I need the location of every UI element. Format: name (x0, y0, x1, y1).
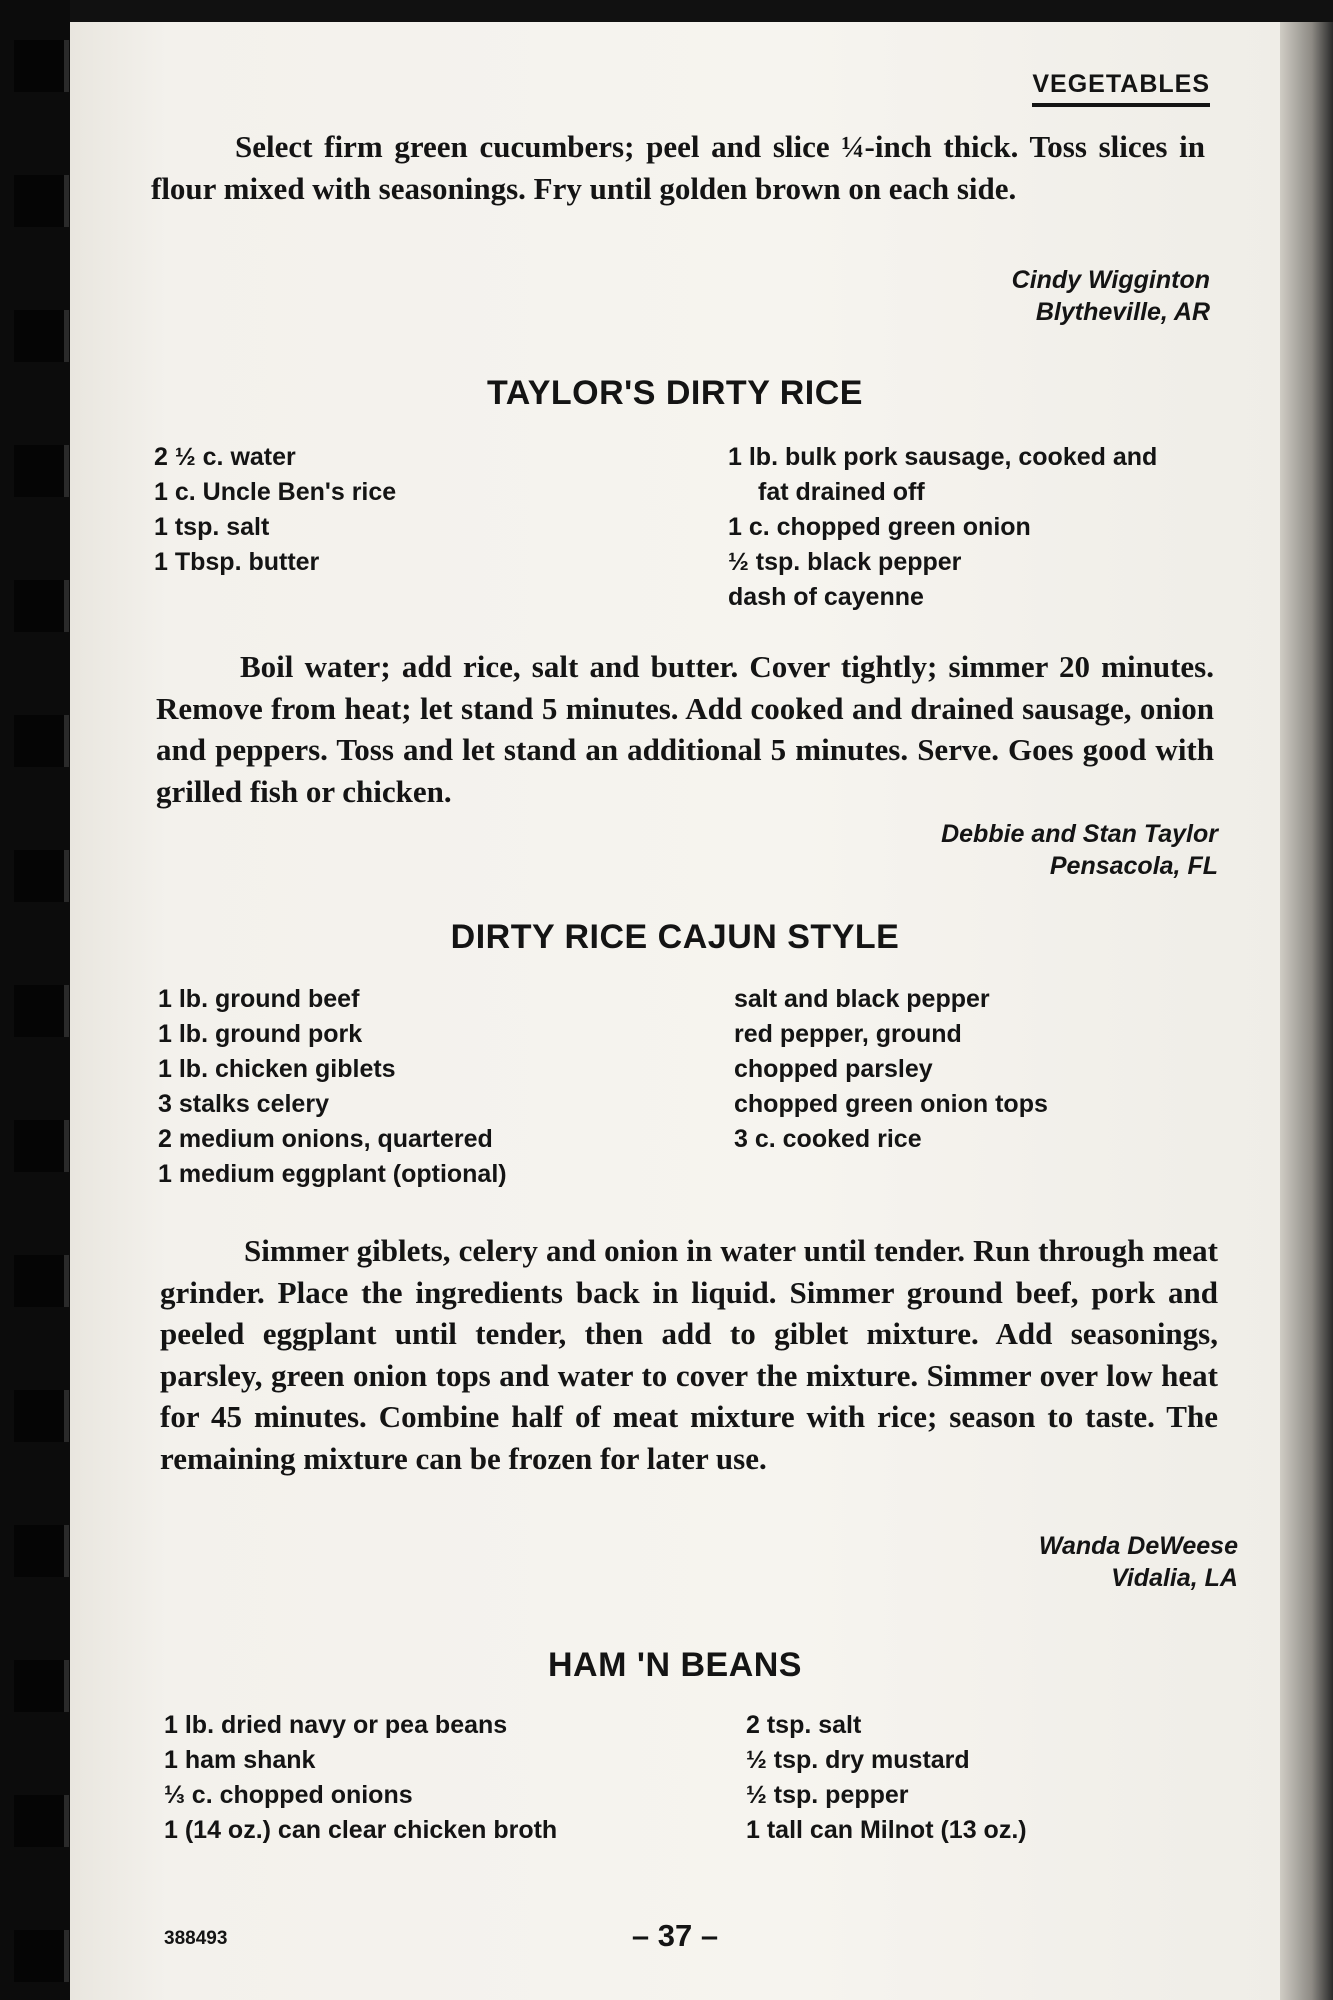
section-header: VEGETABLES (1032, 70, 1210, 107)
binding-ring (14, 1930, 69, 1982)
intro-paragraph: Select firm green cucumbers; peel and slice ¼-inch thick. Toss slices in flour mixed with seasonings. Fry until golden brown on each side. (151, 129, 1205, 206)
ingredients-left (158, 982, 507, 1192)
binding-ring (14, 850, 69, 902)
recipe-credit (941, 818, 1218, 882)
binding-ring (14, 1120, 69, 1172)
ingredient: 1 tall can Milnot (13 oz.) (746, 1816, 1027, 1844)
recipe-title: HAM 'N BEANS (548, 1646, 802, 1684)
ingredient: ½ tsp. dry mustard (746, 1746, 970, 1774)
ingredient: ½ tsp. black pepper (728, 548, 962, 576)
recipe-title: TAYLOR'S DIRTY RICE (487, 374, 863, 412)
ingredient: 2 ½ c. water (154, 443, 296, 471)
credit-name: Cindy Wigginton (1011, 266, 1210, 294)
ingredient: 1 medium eggplant (optional) (158, 1160, 507, 1188)
ingredient: fat drained off (758, 478, 925, 506)
ingredient: 1 lb. bulk pork sausage, cooked and (728, 443, 1158, 471)
intro-credit (1012, 264, 1210, 328)
ingredients-right (746, 1708, 1027, 1848)
ingredient: dash of cayenne (728, 583, 924, 611)
binding-ring (14, 1255, 69, 1307)
ingredient: 1 lb. dried navy or pea beans (164, 1711, 508, 1739)
binding-ring (14, 445, 69, 497)
ingredient: 1 (14 oz.) can clear chicken broth (164, 1816, 558, 1844)
recipe-credit (1039, 1530, 1238, 1594)
cookbook-page (70, 22, 1280, 2000)
credit-name: Wanda DeWeese (1038, 1532, 1238, 1560)
ingredient: chopped parsley (734, 1055, 933, 1083)
binding-ring (14, 175, 69, 227)
credit-place: Vidalia, LA (1111, 1564, 1238, 1592)
ingredient: 2 medium onions, quartered (158, 1125, 493, 1153)
binding-ring (14, 1525, 69, 1577)
ingredients-right (734, 982, 1048, 1157)
page-number: – 37 – (631, 1918, 719, 1953)
ingredient: salt and black pepper (734, 985, 990, 1013)
ingredients-right (728, 440, 1157, 615)
ingredient: chopped green onion tops (734, 1090, 1048, 1118)
ingredient: 1 lb. chicken giblets (158, 1055, 396, 1083)
ingredient: 2 tsp. salt (746, 1711, 862, 1739)
binding-ring (14, 1390, 69, 1442)
ingredient: 1 tsp. salt (154, 513, 270, 541)
ingredient: 1 lb. ground beef (158, 985, 360, 1013)
binding-ring (14, 985, 69, 1037)
recipe-directions: Boil water; add rice, salt and butter. Cover tightly; simmer 20 minutes. Remove from heat; let stand 5 minutes. Add cooked and drained sausage, onion and peppers. Toss and let stand an additional 5 minutes. Serve. Goes good with grilled fish or chicken. (156, 649, 1214, 809)
binding-ring (14, 1660, 69, 1712)
recipe-directions: Simmer giblets, celery and onion in water until tender. Run through meat grinder. Place the ingredients back in liquid. Simmer ground beef, pork and peeled eggplant until tender, then add to giblet mixture. Add seasonings, parsley, green onion tops and water to cover the mixture. Simmer over low heat for 45 minutes. Combine half of meat mixture with rice; season to taste. The remaining mixture can be frozen for later use. (160, 1233, 1218, 1476)
page-edge (1280, 22, 1333, 2000)
ingredient: 1 c. Uncle Ben's rice (154, 478, 397, 506)
ingredient: 3 c. cooked rice (734, 1125, 922, 1153)
ingredient: ⅓ c. chopped onions (164, 1781, 413, 1809)
ingredient: ½ tsp. pepper (746, 1781, 909, 1809)
credit-place: Pensacola, FL (1049, 852, 1218, 880)
binding-ring (14, 1795, 69, 1847)
ingredient: 1 lb. ground pork (158, 1020, 363, 1048)
ingredients-left (164, 1708, 557, 1848)
spiral-binding (0, 0, 70, 2000)
ingredient: 3 stalks celery (158, 1090, 329, 1118)
ingredient: 1 ham shank (164, 1746, 316, 1774)
ingredient: 1 c. chopped green onion (728, 513, 1031, 541)
ingredient: 1 Tbsp. butter (154, 548, 320, 576)
binding-ring (14, 715, 69, 767)
binding-ring (14, 310, 69, 362)
catalog-code: 388493 (164, 1928, 228, 1949)
credit-name: Debbie and Stan Taylor (941, 820, 1218, 848)
ingredients-left (154, 440, 396, 580)
binding-ring (14, 40, 69, 92)
ingredient: red pepper, ground (734, 1020, 962, 1048)
credit-place: Blytheville, AR (1035, 298, 1210, 326)
recipe-title: DIRTY RICE CAJUN STYLE (450, 918, 900, 956)
binding-ring (14, 580, 69, 632)
